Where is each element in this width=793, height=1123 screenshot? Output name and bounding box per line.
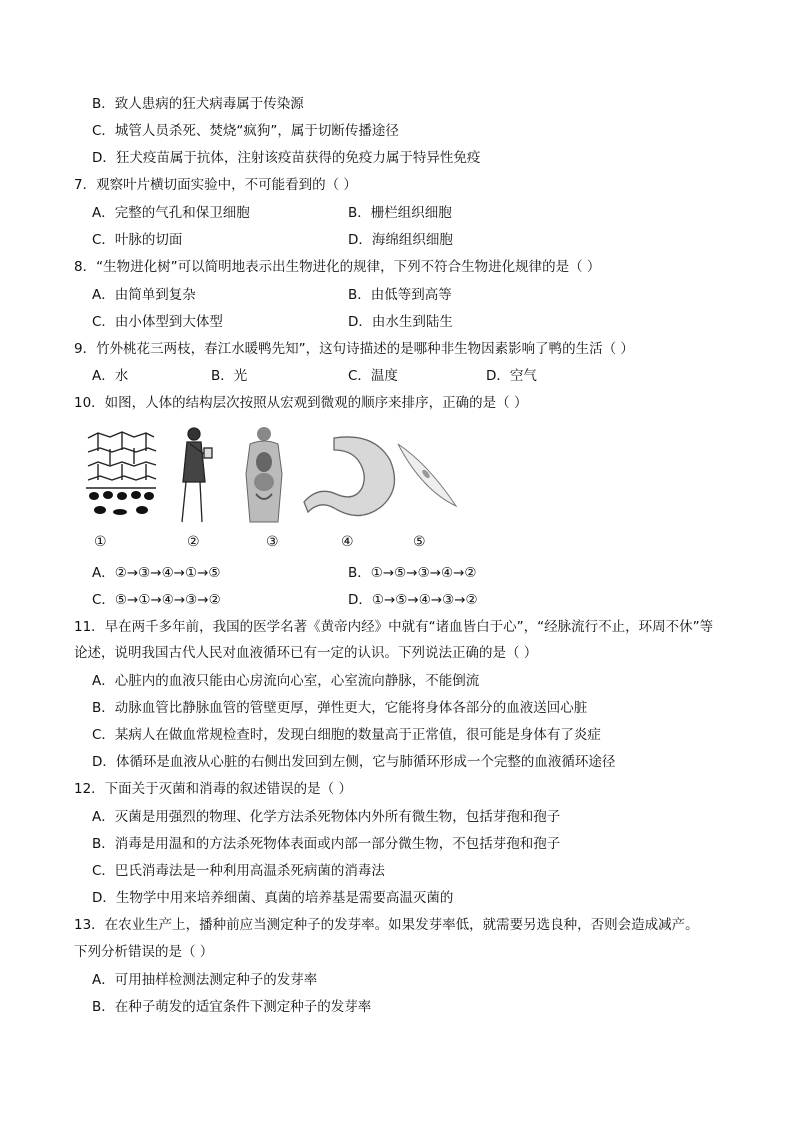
q13-stem-line2: 下列分析错误的是（ ）	[74, 944, 214, 960]
stomach-image	[304, 437, 395, 516]
q9-stem: 9．竹外桃花三两枝，春江水暖鸭先知”，这句诗描述的是哪种非生物因素影响了鸭的生活（ ）	[74, 341, 634, 357]
q10-stem: 10．如图，人体的结构层次按照从宏观到微观的顺序来排序，正确的是（ ）	[74, 395, 528, 411]
q9-option-a: A．水	[92, 368, 129, 384]
q12-option-b: B．消毒是用温和的方法杀死物体表面或内部一部分微生物，不包括芽孢和孢子	[92, 836, 561, 852]
figure-label-2: ②	[187, 534, 200, 550]
q7-stem: 7．观察叶片横切面实验中，不可能看到的（ ）	[74, 177, 357, 193]
q10-option-b: B．①→⑤→③→④→②	[348, 565, 477, 581]
q13-stem-line1: 13．在农业生产上，播种前应当测定种子的发芽率。如果发芽率低，就需要另选良种，否则会造成减产。	[74, 917, 699, 933]
q8-stem: 8．“生物进化树”可以简明地表示出生物进化的规律，下列不符合生物进化规律的是（ ）	[74, 259, 601, 275]
q10-option-d: D．①→⑤→④→③→②	[348, 592, 478, 608]
q6-option-c: C．城管人员杀死、焚烧“疯狗”，属于切断传播途径	[92, 123, 399, 139]
q11-option-b: B．动脉血管比静脉血管的管壁更厚，弹性更大，它能将身体各部分的血液送回心脏	[92, 700, 588, 716]
q8-option-d: D．由水生到陆生	[348, 314, 453, 330]
q7-option-b: B．栅栏组织细胞	[348, 205, 452, 221]
q11-stem-line1: 11．早在两千多年前，我国的医学名著《黄帝内经》中就有“诸血皆白于心”，“经脉流行不止，环周不休”等	[74, 619, 714, 635]
q9-option-d: D．空气	[486, 368, 537, 384]
q7-option-d: D．海绵组织细胞	[348, 232, 453, 248]
q11-option-a: A．心脏内的血液只能由心房流向心室，心室流向静脉，不能倒流	[92, 673, 480, 689]
muscle-cell-image	[398, 444, 456, 506]
q12-option-c: C．巴氏消毒法是一种利用高温杀死病菌的消毒法	[92, 863, 385, 879]
q8-option-a: A．由简单到复杂	[92, 287, 196, 303]
q12-stem: 12．下面关于灭菌和消毒的叙述错误的是（ ）	[74, 781, 352, 797]
q10-option-a: A．②→③→④→①→⑤	[92, 565, 221, 581]
q11-option-d: D．体循环是血液从心脏的右侧出发回到左侧，它与肺循环形成一个完整的血液循环途径	[92, 754, 616, 770]
q8-option-c: C．由小体型到大体型	[92, 314, 223, 330]
q6-option-b: B．致人患病的狂犬病毒属于传染源	[92, 96, 304, 112]
q12-option-d: D．生物学中用来培养细菌、真菌的培养基是需要高温灭菌的	[92, 890, 454, 906]
q11-stem-line2: 论述，说明我国古代人民对血液循环已有一定的认识。下列说法正确的是（ ）	[74, 645, 538, 661]
q8-option-b: B．由低等到高等	[348, 287, 452, 303]
body-structure-figure	[86, 424, 466, 524]
q6-option-d: D．狂犬疫苗属于抗体，注射该疫苗获得的免疫力属于特异性免疫	[92, 150, 481, 166]
q13-option-b: B．在种子萌发的适宜条件下测定种子的发芽率	[92, 999, 372, 1015]
q7-option-c: C．叶脉的切面	[92, 232, 183, 248]
human-figure-image	[182, 428, 212, 522]
q13-option-a: A．可用抽样检测法测定种子的发芽率	[92, 972, 318, 988]
figure-label-4: ④	[341, 534, 354, 550]
organ-system-image	[246, 427, 282, 522]
q10-option-c: C．⑤→①→④→③→②	[92, 592, 221, 608]
q12-option-a: A．灭菌是用强烈的物理、化学方法杀死物体内外所有微生物，包括芽孢和孢子	[92, 809, 561, 825]
q11-option-c: C．某病人在做血常规检查时，发现白细胞的数量高于正常值，很可能是身体有了炎症	[92, 727, 601, 743]
q9-option-b: B．光	[211, 368, 248, 384]
q9-option-c: C．温度	[348, 368, 398, 384]
q7-option-a: A．完整的气孔和保卫细胞	[92, 205, 250, 221]
figure-label-1: ①	[94, 534, 107, 550]
tissue-cells-image	[86, 432, 156, 516]
figure-label-5: ⑤	[413, 534, 426, 550]
figure-label-3: ③	[266, 534, 279, 550]
